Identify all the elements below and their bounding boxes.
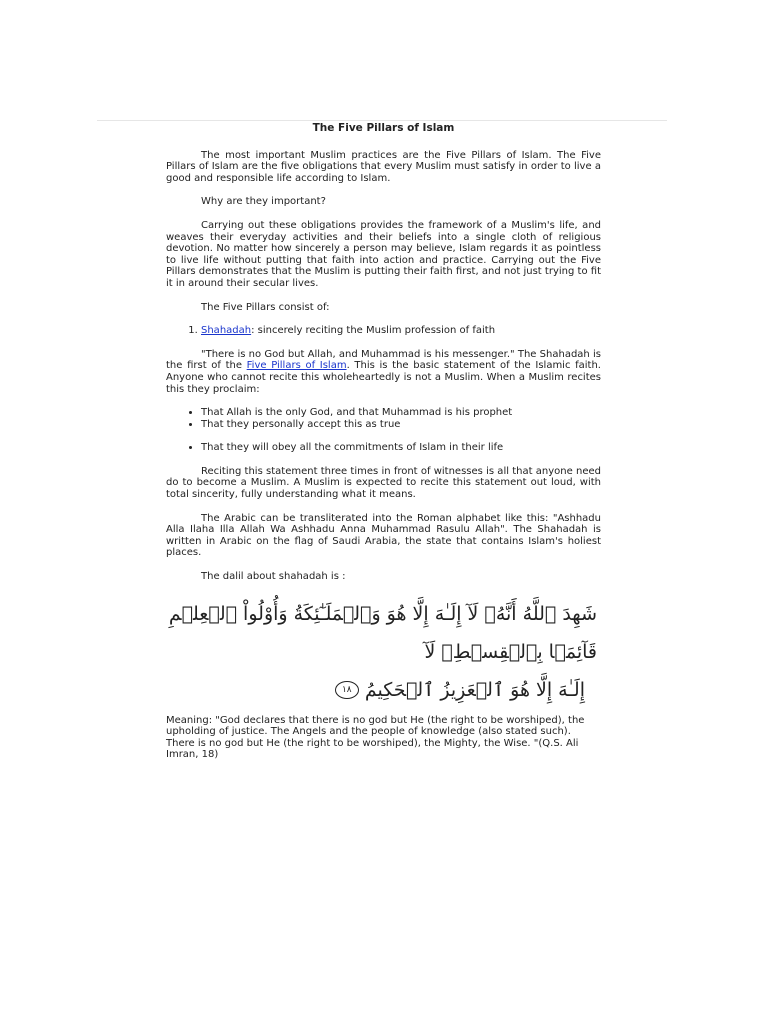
arabic-verse-line-2 — [166, 671, 597, 709]
shahadah-text-2: . This is the basic statement of the Islamic faith. Anyone who cannot recite this wholeheartedly is not a Muslim. When a Muslim recites this they proclaim: — [166, 360, 601, 395]
intro-paragraph: The most important Muslim practices are the Five Pillars of Islam. The Five Pillars of Islam are the five obligations that every Muslim must satisfy in order to live a good and responsible life according to Islam. — [166, 149, 601, 184]
shahadah-link[interactable]: Shahadah — [201, 325, 252, 337]
shahadah-paragraph — [166, 349, 601, 395]
header-divider — [97, 120, 667, 121]
document-body — [166, 123, 601, 773]
proclaim-list-2 — [166, 442, 601, 454]
shahadah-text-1: "There is no God but Allah, and Muhammad is his messenger." The Shahadah is the first of the — [166, 348, 601, 372]
ayah-number-marker: ١٨ — [335, 681, 359, 699]
consist-heading: The Five Pillars consist of: — [201, 301, 330, 313]
list-item: • That Allah is the only God, and that Muhammad is his prophet — [201, 407, 601, 419]
arabic-verse-line-1: شَهِدَ ٱللَّهُ أَنَّهُۥ لَآ إِلَـٰهَ إِلَّا هُوَ وَٱلۡمَلَـٰٓئِكَةُ وَأُوْلُواْ ٱلۡعِلۡمِ قَآئِمَۢا بِٱلۡقِسۡطِۚ لَآ — [168, 602, 597, 663]
pillar-item-shahadah — [201, 325, 601, 337]
why-heading: Why are they important? — [201, 196, 326, 208]
transliteration-paragraph: The Arabic can be transliterated into the Roman alphabet like this: "Ashhadu Alla Ilaha Illa Allah Wa Ashhadu Anna Muhammad Rasulu Allah". The Shahadah is written in Arabic on the flag of Saudi Arabia, the state that contains Islam's holiest places. — [166, 512, 601, 559]
proclaim-list — [166, 407, 601, 430]
pillar-item-text: : sincerely reciting the Muslim profession of faith — [251, 325, 496, 337]
page-title: The Five Pillars of Islam — [312, 122, 455, 134]
meaning-paragraph: Meaning: "God declares that there is no god but He (the right to be worshiped), the upholding of justice. The Angels and the people of knowledge (also stated such). There is no god but He (the right to be worshiped), the Mighty, the Wise. "(Q.S. Ali Imran, 18) — [166, 714, 585, 761]
arabic-verse — [166, 595, 601, 709]
dalil-heading: The dalil about shahadah is : — [201, 571, 346, 583]
arabic-verse-line-2-text: إِلَـٰهَ إِلَّا هُوَ ٱلۡعَزِيزُ ٱلۡحَكِيمُ — [364, 678, 585, 701]
list-item: • That they personally accept this as true — [201, 419, 601, 431]
pillars-list — [166, 325, 601, 337]
list-item: • That they will obey all the commitments of Islam in their life — [201, 442, 601, 454]
reciting-paragraph: Reciting this statement three times in front of witnesses is all that anyone need do to become a Muslim. A Muslim is expected to recite this statement out loud, with total sincerity, fully understanding what it means. — [166, 465, 601, 501]
five-pillars-link[interactable]: Five Pillars of Islam — [246, 360, 347, 372]
why-paragraph: Carrying out these obligations provides the framework of a Muslim's life, and weaves their everyday activities and their beliefs into a single cloth of religious devotion. No matter how sincerely a person may believe, Islam regards it as pointless to live life without putting that faith into action and practice. Carrying out the Five Pillars demonstrates that the Muslim is putting their faith first, and not just trying to fit it in around their secular lives. — [166, 219, 601, 289]
